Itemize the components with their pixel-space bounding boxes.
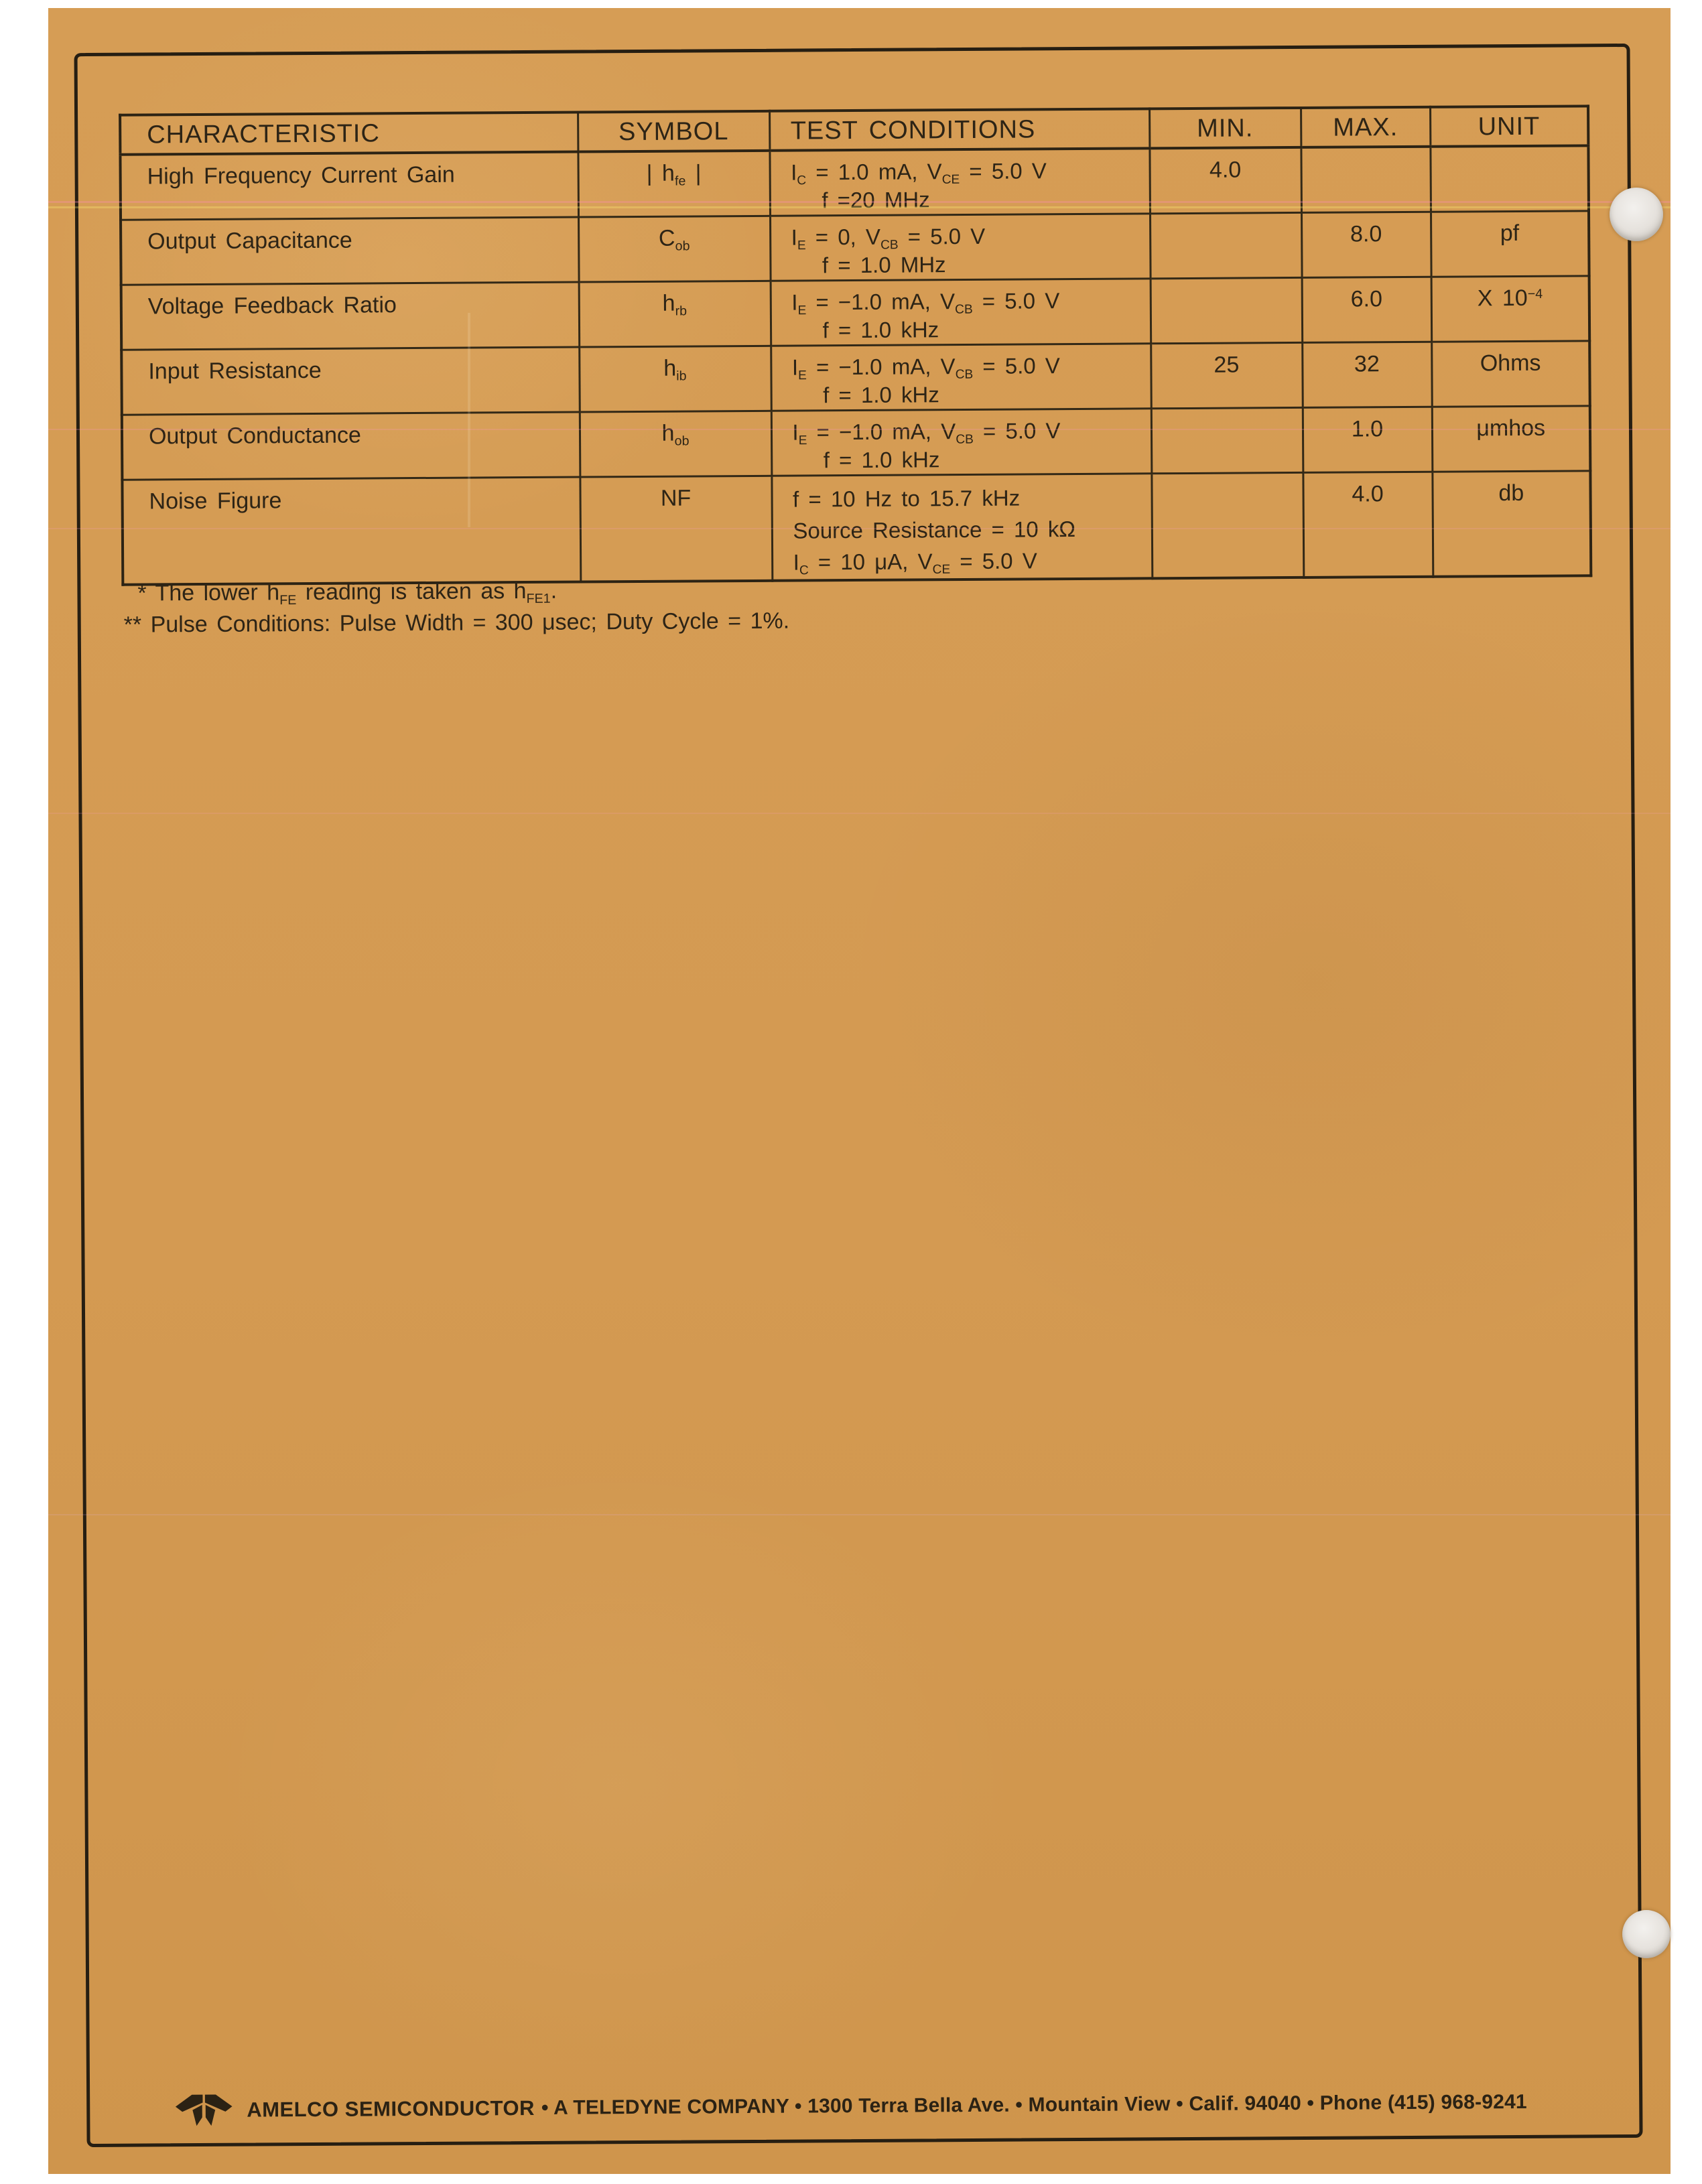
condition-line: f = 1.0 kHz — [823, 382, 939, 408]
table-row — [120, 145, 1589, 220]
paper-sheet — [48, 8, 1671, 2174]
conditions-cell — [771, 344, 1151, 411]
characteristic-cell: Input Resistance — [121, 347, 580, 415]
teledyne-logo — [174, 2093, 233, 2128]
min-cell: 25 — [1151, 342, 1303, 408]
table-row — [121, 211, 1589, 285]
characteristics-table — [119, 105, 1592, 586]
footnotes — [123, 574, 789, 641]
symbol-cell: | $h_{fe}$ | — [578, 151, 770, 217]
max-cell — [1301, 147, 1431, 213]
condition-line: f = 1.0 MHz — [822, 252, 946, 278]
characteristic-cell: Noise Figure — [122, 477, 580, 584]
condition-line: f = 1.0 kHz — [823, 447, 940, 473]
footer — [174, 2085, 1527, 2127]
page-border-frame — [74, 44, 1643, 2147]
table-row — [121, 341, 1590, 415]
condition-line: f = 1.0 kHz — [822, 317, 939, 343]
condition-line: $I_C = 1.0$ mA, $V_{CE} = 5.0$ V — [791, 158, 1047, 188]
conditions-cell — [771, 474, 1152, 580]
unit-cell: Ohms — [1431, 341, 1590, 407]
characteristic-cell: Output Capacitance — [121, 217, 579, 285]
max-cell: 8.0 — [1301, 212, 1431, 277]
unit-cell — [1430, 145, 1589, 212]
condition-line: $I_C = 10$ μA, $V_{CE} = 5.0$ V — [793, 548, 1037, 578]
max-cell: 4.0 — [1303, 472, 1433, 577]
conditions-cell — [771, 279, 1151, 346]
max-cell: 1.0 — [1303, 407, 1433, 472]
condition-line: f = 10 Hz to 15.7 kHz — [792, 485, 1021, 512]
scanned-content — [42, 3, 1677, 2179]
header-symbol: SYMBOL — [578, 111, 769, 152]
max-cell: 6.0 — [1302, 277, 1432, 342]
table-row — [122, 471, 1591, 584]
min-cell — [1150, 212, 1302, 278]
table-row — [121, 276, 1590, 350]
condition-line: Source Resistance = 10 kΩ — [793, 517, 1076, 543]
punch-hole-bottom — [1622, 1910, 1671, 1958]
symbol-cell: $C_{ob}$ — [578, 216, 771, 282]
symbol-cell: $h_{ob}$ — [580, 411, 772, 477]
symbol-cell: NF — [580, 476, 772, 582]
conditions-cell — [771, 409, 1152, 476]
footnote-pulse-conditions: ** Pulse Conditions: Pulse Width = 300 μsec; Duty Cycle = 1%. — [123, 608, 790, 638]
header-characteristic: CHARACTERISTIC — [120, 113, 578, 155]
header-unit: UNIT — [1430, 106, 1588, 146]
unit-cell: pf — [1431, 211, 1589, 277]
min-cell — [1151, 472, 1303, 577]
unit-cell: db — [1432, 471, 1591, 576]
characteristic-cell: High Frequency Current Gain — [120, 152, 578, 220]
min-cell — [1151, 277, 1303, 343]
characteristic-cell: Output Conductance — [122, 412, 580, 480]
min-cell — [1151, 407, 1303, 473]
table-row — [122, 406, 1591, 480]
condition-line: $I_E = -1.0$ mA, $V_{CB} = 5.0$ V — [792, 418, 1061, 448]
condition-line: $I_E = 0$, $V_{CB} = 5.0$ V — [791, 223, 986, 253]
condition-line: f =20 MHz — [822, 187, 930, 213]
conditions-cell — [769, 148, 1150, 216]
characteristic-cell: Voltage Feedback Ratio — [121, 282, 580, 350]
unit-cell: X $10^{-4}$ — [1431, 276, 1590, 342]
max-cell: 32 — [1302, 342, 1432, 407]
header-test-conditions: TEST CONDITIONS — [769, 109, 1149, 150]
symbol-cell: $h_{rb}$ — [579, 281, 771, 347]
header-min: MIN. — [1149, 108, 1301, 148]
min-cell: 4.0 — [1149, 147, 1301, 214]
conditions-cell — [770, 214, 1151, 281]
punch-hole-top — [1610, 188, 1663, 241]
condition-line: $I_E = -1.0$ mA, $V_{CB} = 5.0$ V — [791, 288, 1060, 318]
header-max: MAX. — [1301, 107, 1430, 147]
symbol-cell: $h_{ib}$ — [579, 346, 771, 412]
condition-line: $I_E = -1.0$ mA, $V_{CB} = 5.0$ V — [791, 353, 1060, 383]
unit-cell: μmhos — [1432, 406, 1591, 472]
footer-address: • A TELEDYNE COMPANY • 1300 Terra Bella Ave. • Mountain View • Calif. 94040 • Phone (415) 968-9241 — [541, 2090, 1527, 2119]
footnote-hfe: * The lower $h_{FE}$ reading is taken as $h_{FE1}$. — [137, 577, 558, 608]
footer-brand: AMELCO SEMICONDUCTOR — [247, 2096, 535, 2122]
